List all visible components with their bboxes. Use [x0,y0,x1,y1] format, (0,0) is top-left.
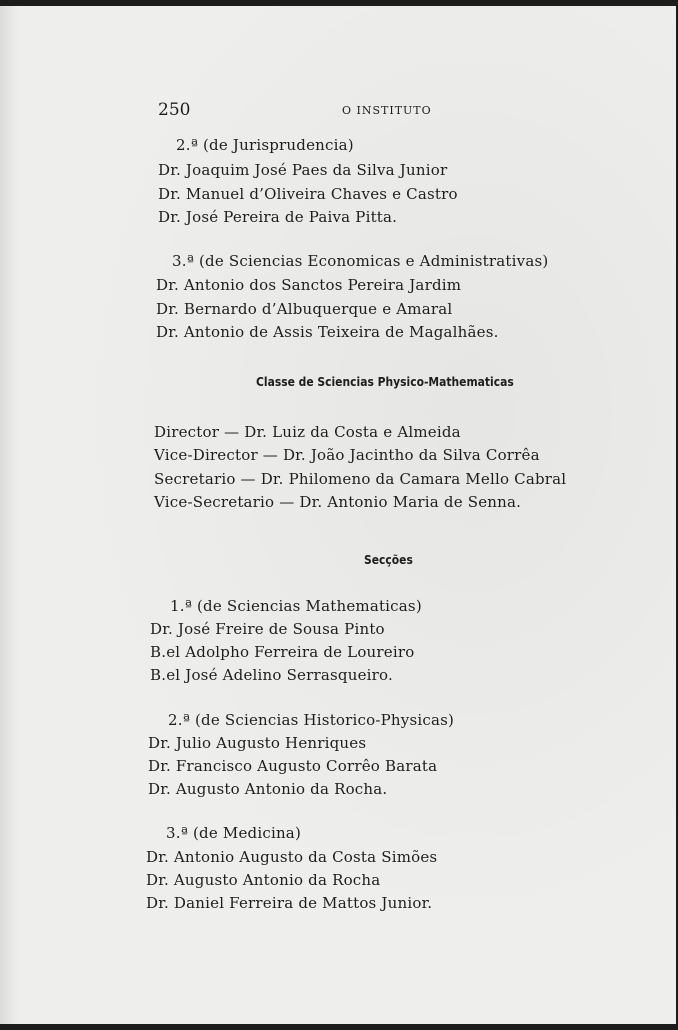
member-line: Dr. José Pereira de Paiva Pitta. [158,208,398,226]
page-number: 250 [158,100,191,120]
member-line: Dr. Manuel d’Oliveira Chaves e Castro [158,185,458,203]
section-heading: 1.ª (de Sciencias Mathematicas) [170,597,422,615]
running-title: O INSTITUTO [342,104,432,117]
member-line: B.el Adolpho Ferreira de Loureiro [150,643,415,661]
seccoes-heading: Secções [364,552,413,567]
member-line: Dr. Antonio de Assis Teixeira de Magalhães. [156,323,499,341]
direction-line: Secretario — Dr. Philomeno da Camara Mello Cabral [154,470,567,488]
direction-line: Vice-Secretario — Dr. Antonio Maria de Senna. [154,493,522,511]
member-line: Dr. Augusto Antonio da Rocha [146,871,381,889]
member-line: Dr. Joaquim José Paes da Silva Junior [158,161,448,179]
member-line: Dr. Antonio Augusto da Costa Simões [146,848,438,866]
page-header [158,100,598,124]
classe-heading: Classe de Sciencias Physico-Mathematicas [256,374,514,389]
direction-line: Vice-Director — Dr. João Jacintho da Silva Corrêa [154,446,540,464]
member-line: Dr. Daniel Ferreira de Mattos Junior. [146,894,433,912]
member-line: Dr. Julio Augusto Henriques [148,734,367,752]
member-line: Dr. Bernardo d’Albuquerque e Amaral [156,300,453,318]
member-line: B.el José Adelino Serrasqueiro. [150,666,393,684]
member-line: Dr. Francisco Augusto Corrêo Barata [148,757,438,775]
direction-line: Director — Dr. Luiz da Costa e Almeida [154,423,461,441]
section-heading: 3.ª (de Sciencias Economicas e Administrativas) [172,252,549,270]
section-heading: 3.ª (de Medicina) [166,824,301,842]
book-page [0,6,676,1024]
member-line: Dr. Augusto Antonio da Rocha. [148,780,388,798]
section-heading: 2.ª (de Jurisprudencia) [176,136,354,154]
section-heading: 2.ª (de Sciencias Historico-Physicas) [168,711,455,729]
member-line: Dr. Antonio dos Sanctos Pereira Jardim [156,276,462,294]
member-line: Dr. José Freire de Sousa Pinto [150,620,385,638]
